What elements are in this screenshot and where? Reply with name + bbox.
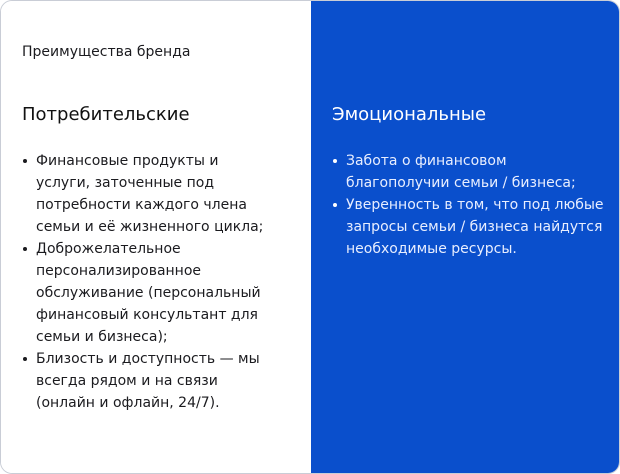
consumer-list-item: Финансовые продукты и услуги, заточенные под потребности каждого члена семьи и её жизненного цикла;: [22, 150, 277, 238]
emotional-list: [332, 150, 607, 260]
consumer-list: [22, 150, 277, 414]
emotional-list-item: Забота о финансовом благополучии семьи / бизнеса;: [332, 150, 607, 194]
consumer-list-item: Близость и доступность — мы всегда рядом и на связи (онлайн и офлайн, 24/7).: [22, 348, 277, 414]
emotional-column: [311, 1, 619, 473]
consumer-list-item: Доброжелательное персонализированное обслуживание (персональный финансовый консультант для семьи и бизнеса);: [22, 238, 277, 348]
emotional-title: Эмоциональные: [332, 104, 487, 125]
consumer-title: Потребительские: [22, 104, 190, 125]
emotional-list-item: Уверенность в том, что под любые запросы семьи / бизнеса найдутся необходимые ресурсы.: [332, 194, 607, 260]
consumer-column: [1, 1, 311, 473]
card-eyebrow: Преимущества бренда: [22, 44, 191, 60]
